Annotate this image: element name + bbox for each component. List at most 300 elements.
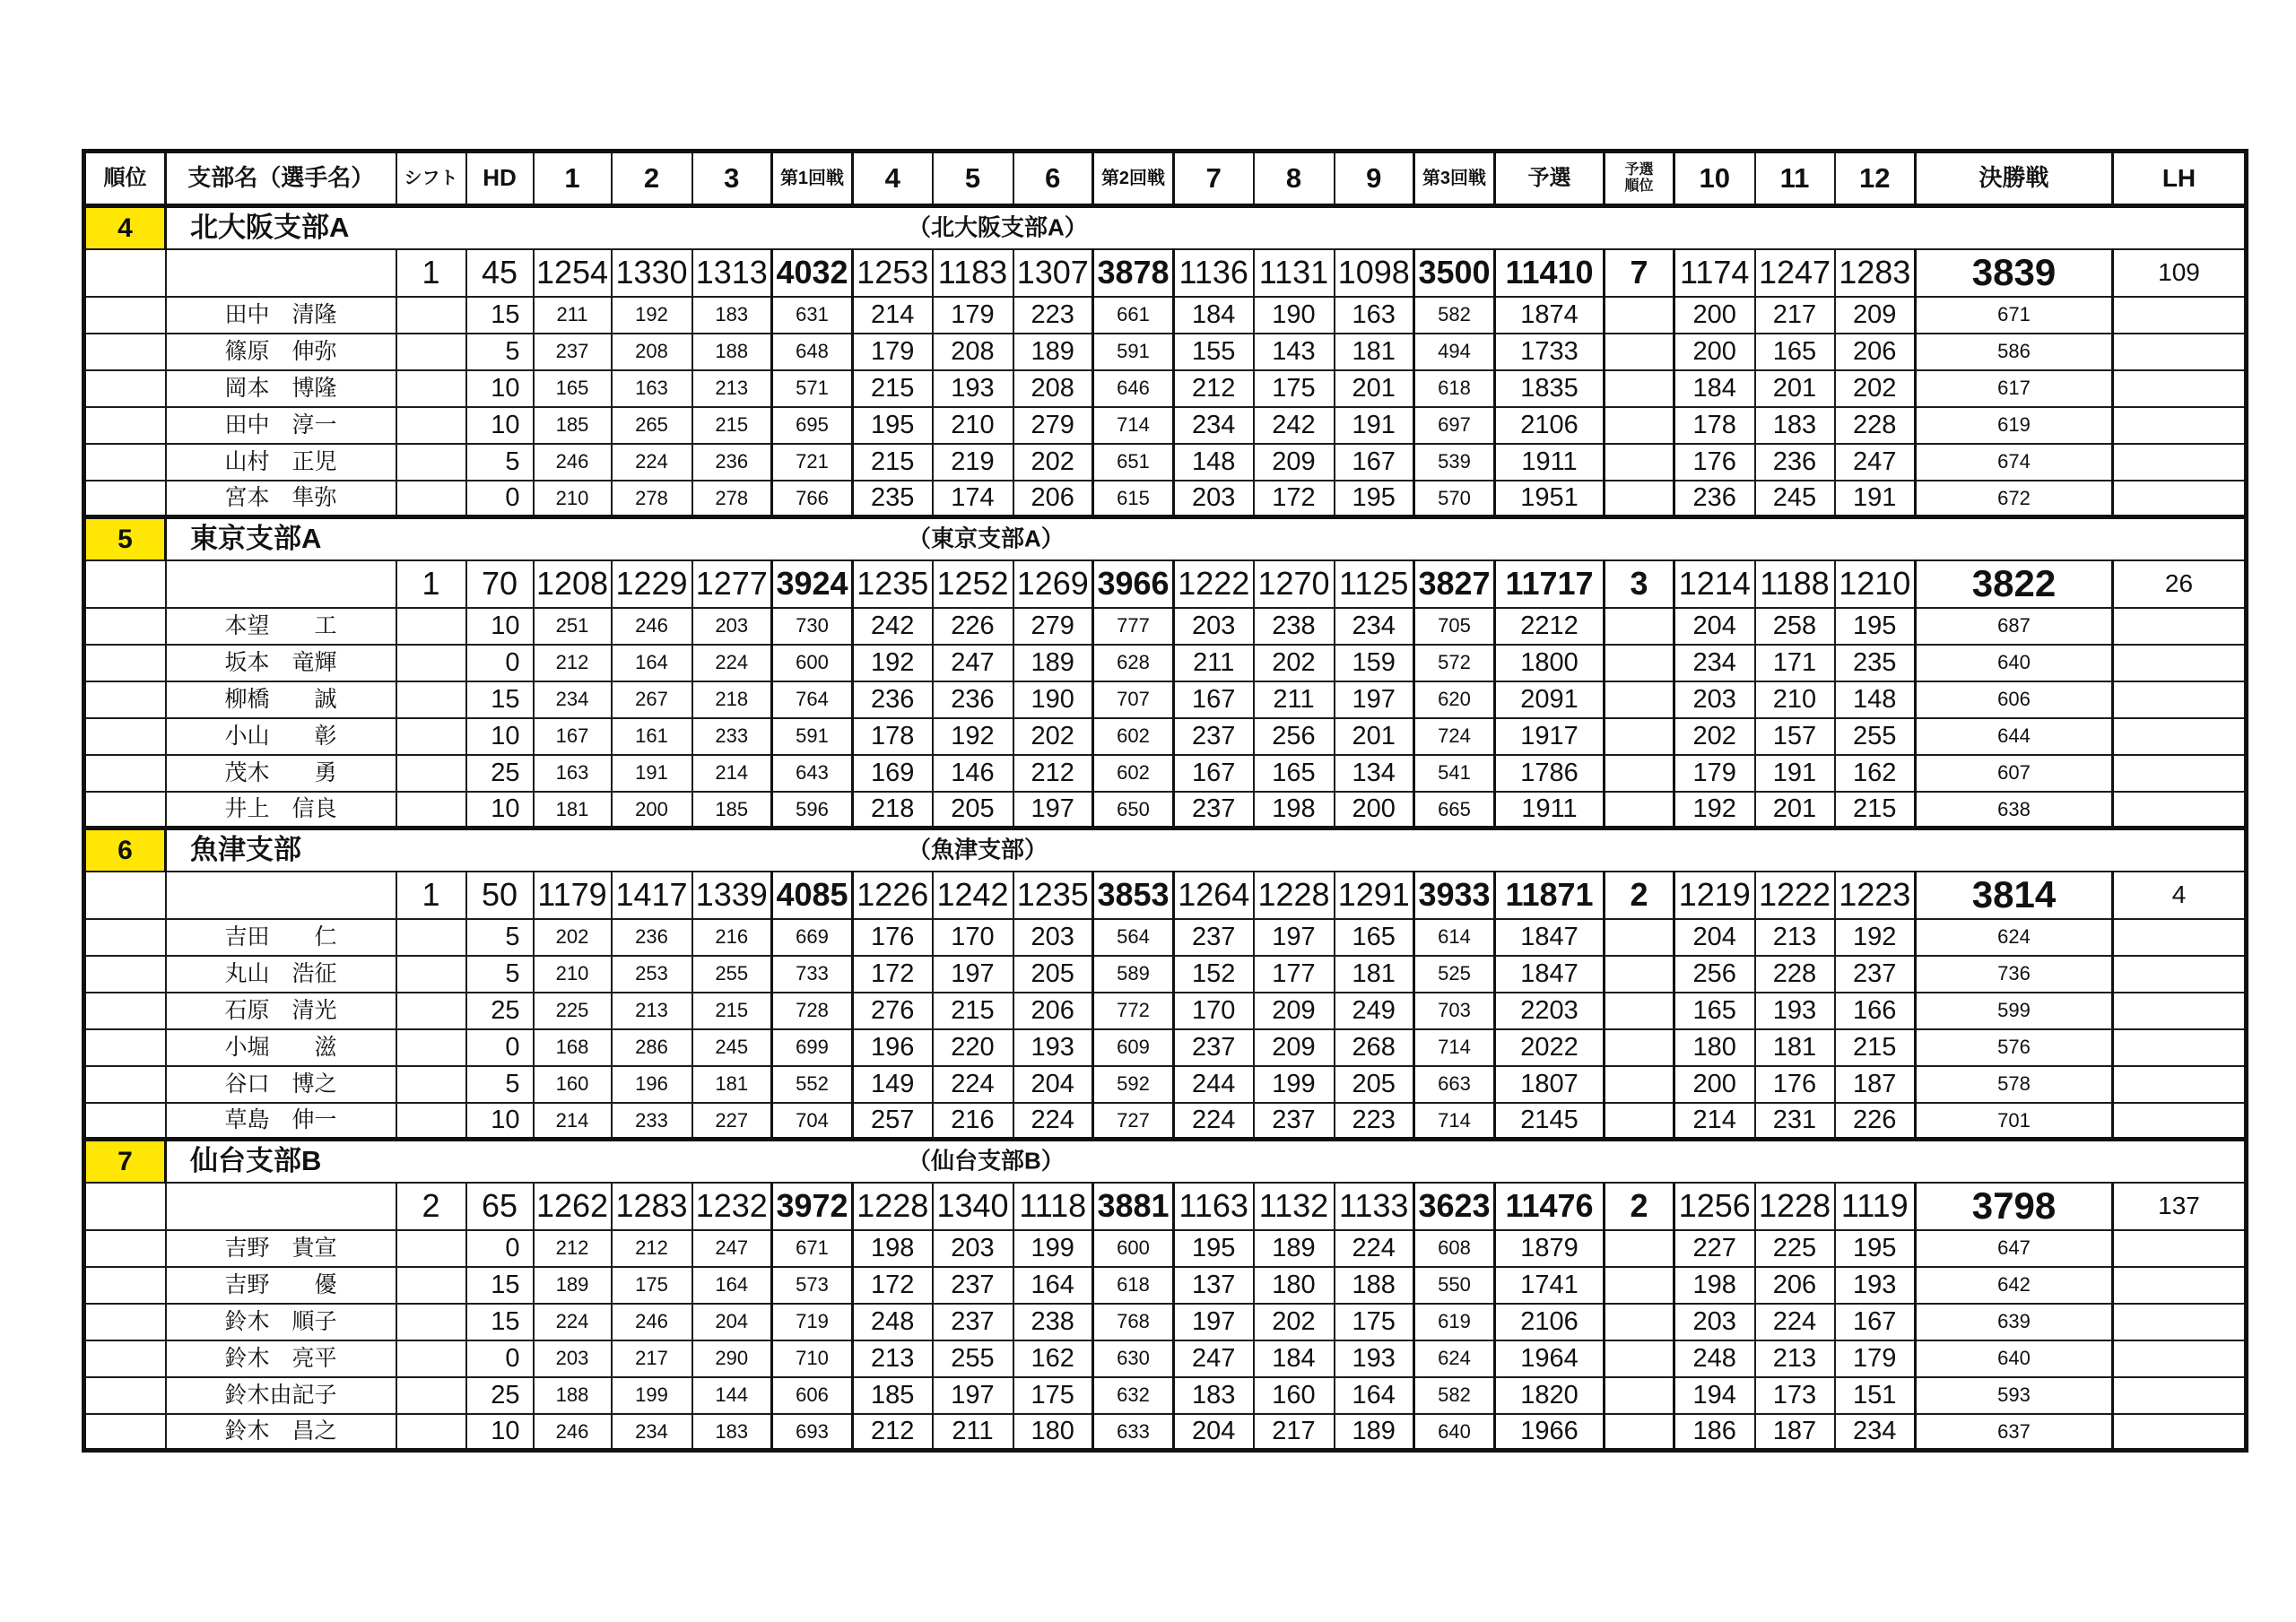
player-final: 599 [1916,993,2113,1029]
player-r3: 541 [1414,755,1495,792]
player-g6: 224 [1013,1103,1093,1140]
player-g8: 238 [1254,608,1335,645]
total-g3: 1277 [692,560,772,608]
team-row [84,206,2247,249]
prelim-rank-line1: 予選 [1624,161,1654,178]
player-g12: 167 [1835,1304,1916,1340]
player-r1: 695 [772,407,853,444]
player-g11: 213 [1755,919,1835,956]
player-g11: 165 [1755,334,1835,370]
player-g12: 255 [1835,718,1916,755]
empty-rank-cell [84,792,166,828]
player-g8: 177 [1254,956,1335,993]
player-g8: 184 [1254,1340,1335,1377]
player-g5: 208 [933,334,1013,370]
player-lh [2113,1230,2247,1267]
player-g4: 214 [853,297,933,334]
player-r1: 671 [772,1230,853,1267]
player-g1: 224 [534,1304,612,1340]
player-prank [1605,1267,1674,1304]
player-hd: 15 [466,1304,534,1340]
player-g6: 204 [1013,1066,1093,1103]
total-shift: 1 [396,560,466,608]
player-g5: 146 [933,755,1013,792]
total-g6: 1235 [1013,872,1093,919]
empty-shift-cell [396,1304,466,1340]
empty-rank-cell [84,1230,166,1267]
player-g2: 278 [612,481,692,517]
player-final: 619 [1916,407,2113,444]
player-g3: 278 [692,481,772,517]
player-g8: 202 [1254,1304,1335,1340]
player-g7: 197 [1174,1304,1254,1340]
player-g5: 210 [933,407,1013,444]
total-g2: 1229 [612,560,692,608]
total-g6: 1118 [1013,1183,1093,1230]
player-name: 田中 清隆 [166,297,396,334]
player-r2: 602 [1093,718,1174,755]
player-hd: 10 [466,1414,534,1451]
player-r3: 539 [1414,444,1495,481]
player-r1: 573 [772,1267,853,1304]
player-g9: 205 [1335,1066,1414,1103]
player-row [84,407,2247,444]
empty-shift-cell [396,1029,466,1066]
player-row [84,1230,2247,1267]
player-g4: 198 [853,1230,933,1267]
player-g4: 176 [853,919,933,956]
player-g7: 237 [1174,1029,1254,1066]
player-r2: 651 [1093,444,1174,481]
player-g1: 203 [534,1340,612,1377]
col-header-prelim: 予選 [1495,152,1605,206]
total-g12: 1283 [1835,249,1916,297]
empty-rank-cell [84,407,166,444]
player-r1: 643 [772,755,853,792]
player-g1: 163 [534,755,612,792]
tournament-score-table [82,149,2248,1453]
player-g6: 208 [1013,370,1093,407]
player-g9: 181 [1335,956,1414,993]
col-header-round1: 第1回戦 [772,152,853,206]
player-g9: 164 [1335,1377,1414,1414]
player-g9: 165 [1335,919,1414,956]
player-g9: 181 [1335,334,1414,370]
empty-branch-cell [166,249,396,297]
player-r2: 591 [1093,334,1174,370]
player-g7: 170 [1174,993,1254,1029]
player-g11: 225 [1755,1230,1835,1267]
rank-badge: 7 [84,1140,166,1183]
player-g11: 193 [1755,993,1835,1029]
team-name: 魚津支部 [190,833,301,865]
player-r3: 614 [1414,919,1495,956]
player-g6: 206 [1013,993,1093,1029]
player-g3: 183 [692,297,772,334]
player-hd: 15 [466,1267,534,1304]
team-name-paren: （魚津支部） [908,836,1048,863]
player-row [84,1414,2247,1451]
empty-shift-cell [396,481,466,517]
player-r3: 703 [1414,993,1495,1029]
total-g2: 1283 [612,1183,692,1230]
player-g5: 203 [933,1230,1013,1267]
player-g6: 205 [1013,956,1093,993]
player-g11: 228 [1755,956,1835,993]
player-g6: 202 [1013,718,1093,755]
player-g12: 237 [1835,956,1916,993]
player-r1: 669 [772,919,853,956]
player-g12: 187 [1835,1066,1916,1103]
player-g1: 251 [534,608,612,645]
player-prank [1605,1414,1674,1451]
total-g11: 1247 [1755,249,1835,297]
player-r2: 768 [1093,1304,1174,1340]
player-lh [2113,608,2247,645]
empty-shift-cell [396,919,466,956]
col-header-g6: 6 [1013,152,1093,206]
total-g5: 1183 [933,249,1013,297]
player-g7: 152 [1174,956,1254,993]
player-g11: 176 [1755,1066,1835,1103]
player-r1: 704 [772,1103,853,1140]
player-g12: 191 [1835,481,1916,517]
player-r2: 714 [1093,407,1174,444]
player-final: 606 [1916,681,2113,718]
player-lh [2113,993,2247,1029]
total-r3: 3623 [1414,1183,1495,1230]
player-g3: 164 [692,1267,772,1304]
player-g10: 184 [1674,370,1755,407]
team-name: 東京支部A [190,522,322,554]
empty-shift-cell [396,1066,466,1103]
player-g9: 188 [1335,1267,1414,1304]
player-g9: 234 [1335,608,1414,645]
player-g4: 149 [853,1066,933,1103]
player-g9: 167 [1335,444,1414,481]
player-prank [1605,1103,1674,1140]
player-final: 617 [1916,370,2113,407]
player-g2: 213 [612,993,692,1029]
player-g9: 175 [1335,1304,1414,1340]
player-g1: 210 [534,956,612,993]
total-g9: 1133 [1335,1183,1414,1230]
player-g12: 162 [1835,755,1916,792]
player-row [84,1103,2247,1140]
total-g3: 1232 [692,1183,772,1230]
player-lh [2113,792,2247,828]
player-g6: 238 [1013,1304,1093,1340]
player-g9: 201 [1335,718,1414,755]
player-g10: 248 [1674,1340,1755,1377]
player-prank [1605,645,1674,681]
team-totals-row [84,1183,2247,1230]
player-g6: 279 [1013,407,1093,444]
empty-shift-cell [396,1103,466,1140]
player-final: 647 [1916,1230,2113,1267]
rank-badge: 5 [84,517,166,560]
player-r1: 596 [772,792,853,828]
player-g2: 286 [612,1029,692,1066]
total-g7: 1136 [1174,249,1254,297]
player-prank [1605,1340,1674,1377]
player-g8: 197 [1254,919,1335,956]
player-g1: 210 [534,481,612,517]
player-hd: 0 [466,481,534,517]
player-prelim: 2106 [1495,1304,1605,1340]
empty-shift-cell [396,956,466,993]
player-final: 637 [1916,1414,2113,1451]
empty-branch-cell [166,1183,396,1230]
player-row [84,370,2247,407]
empty-rank-cell [84,956,166,993]
total-r1: 4032 [772,249,853,297]
player-prelim: 2091 [1495,681,1605,718]
col-header-g1: 1 [534,152,612,206]
player-r1: 764 [772,681,853,718]
team-name: 仙台支部B [190,1144,322,1176]
player-g11: 213 [1755,1340,1835,1377]
player-g3: 183 [692,1414,772,1451]
player-final: 674 [1916,444,2113,481]
player-g4: 212 [853,1414,933,1451]
player-g9: 193 [1335,1340,1414,1377]
empty-rank-cell [84,755,166,792]
player-r2: 602 [1093,755,1174,792]
player-r1: 719 [772,1304,853,1340]
player-g11: 187 [1755,1414,1835,1451]
player-g3: 181 [692,1066,772,1103]
player-r2: 727 [1093,1103,1174,1140]
player-prank [1605,1377,1674,1414]
player-hd: 10 [466,792,534,828]
player-g8: 242 [1254,407,1335,444]
col-header-rank: 順位 [84,152,166,206]
player-hd: 0 [466,1340,534,1377]
player-g12: 228 [1835,407,1916,444]
player-prelim: 1847 [1495,956,1605,993]
empty-shift-cell [396,1377,466,1414]
player-hd: 10 [466,718,534,755]
player-g9: 201 [1335,370,1414,407]
player-g5: 197 [933,1377,1013,1414]
player-g3: 144 [692,1377,772,1414]
player-r3: 550 [1414,1267,1495,1304]
empty-rank-cell [84,334,166,370]
player-prelim: 1874 [1495,297,1605,334]
player-row [84,956,2247,993]
total-g10: 1174 [1674,249,1755,297]
total-hd: 70 [466,560,534,608]
player-r3: 714 [1414,1103,1495,1140]
total-r2: 3878 [1093,249,1174,297]
player-g12: 215 [1835,1029,1916,1066]
player-name: 丸山 浩征 [166,956,396,993]
player-g3: 224 [692,645,772,681]
player-lh [2113,407,2247,444]
player-final: 639 [1916,1304,2113,1340]
team-name-cell [166,206,2247,249]
player-g2: 253 [612,956,692,993]
player-g3: 227 [692,1103,772,1140]
player-name: 岡本 博隆 [166,370,396,407]
total-g8: 1270 [1254,560,1335,608]
empty-branch-cell [166,872,396,919]
player-g9: 249 [1335,993,1414,1029]
player-prank [1605,1304,1674,1340]
player-prank [1605,444,1674,481]
player-r2: 661 [1093,297,1174,334]
player-g7: 237 [1174,919,1254,956]
team-name-cell [166,517,2247,560]
player-g7: 184 [1174,297,1254,334]
player-g12: 209 [1835,297,1916,334]
player-final: 578 [1916,1066,2113,1103]
player-g10: 180 [1674,1029,1755,1066]
player-g11: 217 [1755,297,1835,334]
empty-shift-cell [396,370,466,407]
player-prank [1605,956,1674,993]
total-prelim: 11717 [1495,560,1605,608]
player-g8: 190 [1254,297,1335,334]
player-lh [2113,334,2247,370]
total-prelim: 11871 [1495,872,1605,919]
player-g5: 237 [933,1267,1013,1304]
total-final: 3839 [1916,249,2113,297]
player-g7: 203 [1174,608,1254,645]
player-r1: 631 [772,297,853,334]
player-prank [1605,993,1674,1029]
player-lh [2113,718,2247,755]
total-r2: 3966 [1093,560,1174,608]
player-r1: 721 [772,444,853,481]
player-g8: 217 [1254,1414,1335,1451]
player-g2: 246 [612,1304,692,1340]
player-row [84,1377,2247,1414]
player-g10: 179 [1674,755,1755,792]
empty-shift-cell [396,1340,466,1377]
player-g10: 204 [1674,919,1755,956]
total-hd: 65 [466,1183,534,1230]
total-g2: 1330 [612,249,692,297]
player-g10: 176 [1674,444,1755,481]
player-r3: 582 [1414,297,1495,334]
player-prank [1605,481,1674,517]
player-name: 吉野 優 [166,1267,396,1304]
player-g4: 169 [853,755,933,792]
col-header-shift: シフト [396,152,466,206]
total-prank: 7 [1605,249,1674,297]
player-g7: 203 [1174,481,1254,517]
player-g4: 215 [853,370,933,407]
player-final: 644 [1916,718,2113,755]
player-r3: 640 [1414,1414,1495,1451]
total-lh: 109 [2113,249,2247,297]
col-header-lh: LH [2113,152,2247,206]
player-g7: 211 [1174,645,1254,681]
total-g3: 1313 [692,249,772,297]
empty-rank-cell [84,1267,166,1304]
player-g10: 234 [1674,645,1755,681]
player-g6: 202 [1013,444,1093,481]
player-g3: 215 [692,407,772,444]
player-name: 柳橋 誠 [166,681,396,718]
player-lh [2113,370,2247,407]
player-name: 鈴木 順子 [166,1304,396,1340]
empty-rank-cell [84,608,166,645]
player-g3: 215 [692,993,772,1029]
player-g1: 246 [534,444,612,481]
col-header-hd: HD [466,152,534,206]
player-hd: 10 [466,608,534,645]
player-g3: 247 [692,1230,772,1267]
player-r3: 714 [1414,1029,1495,1066]
player-g5: 226 [933,608,1013,645]
player-g7: 155 [1174,334,1254,370]
player-g5: 215 [933,993,1013,1029]
player-name: 本望 工 [166,608,396,645]
player-hd: 25 [466,755,534,792]
total-g4: 1253 [853,249,933,297]
player-g6: 190 [1013,681,1093,718]
player-g8: 160 [1254,1377,1335,1414]
player-r1: 766 [772,481,853,517]
player-r3: 665 [1414,792,1495,828]
player-g12: 202 [1835,370,1916,407]
total-shift: 1 [396,872,466,919]
player-r1: 728 [772,993,853,1029]
total-lh: 137 [2113,1183,2247,1230]
player-prelim: 2203 [1495,993,1605,1029]
player-g10: 203 [1674,1304,1755,1340]
total-shift: 1 [396,249,466,297]
player-g10: 204 [1674,608,1755,645]
total-g11: 1228 [1755,1183,1835,1230]
player-name: 草島 伸一 [166,1103,396,1140]
player-prelim: 1951 [1495,481,1605,517]
player-g6: 189 [1013,334,1093,370]
player-r3: 608 [1414,1230,1495,1267]
player-g9: 159 [1335,645,1414,681]
player-prank [1605,792,1674,828]
player-g5: 192 [933,718,1013,755]
player-g12: 148 [1835,681,1916,718]
player-g1: 189 [534,1267,612,1304]
empty-rank-cell [84,919,166,956]
col-header-prelim-rank [1605,152,1674,206]
player-g4: 257 [853,1103,933,1140]
player-g4: 236 [853,681,933,718]
player-r3: 525 [1414,956,1495,993]
player-final: 736 [1916,956,2113,993]
player-name: 茂木 勇 [166,755,396,792]
player-prelim: 1820 [1495,1377,1605,1414]
player-g2: 200 [612,792,692,828]
player-lh [2113,956,2247,993]
col-header-round2: 第2回戦 [1093,152,1174,206]
player-g8: 209 [1254,993,1335,1029]
player-lh [2113,1414,2247,1451]
player-g8: 175 [1254,370,1335,407]
player-name: 鈴木 昌之 [166,1414,396,1451]
player-g9: 200 [1335,792,1414,828]
team-row [84,828,2247,872]
team-name-cell [166,828,2247,872]
player-hd: 25 [466,1377,534,1414]
player-g8: 199 [1254,1066,1335,1103]
player-row [84,1267,2247,1304]
player-g11: 236 [1755,444,1835,481]
